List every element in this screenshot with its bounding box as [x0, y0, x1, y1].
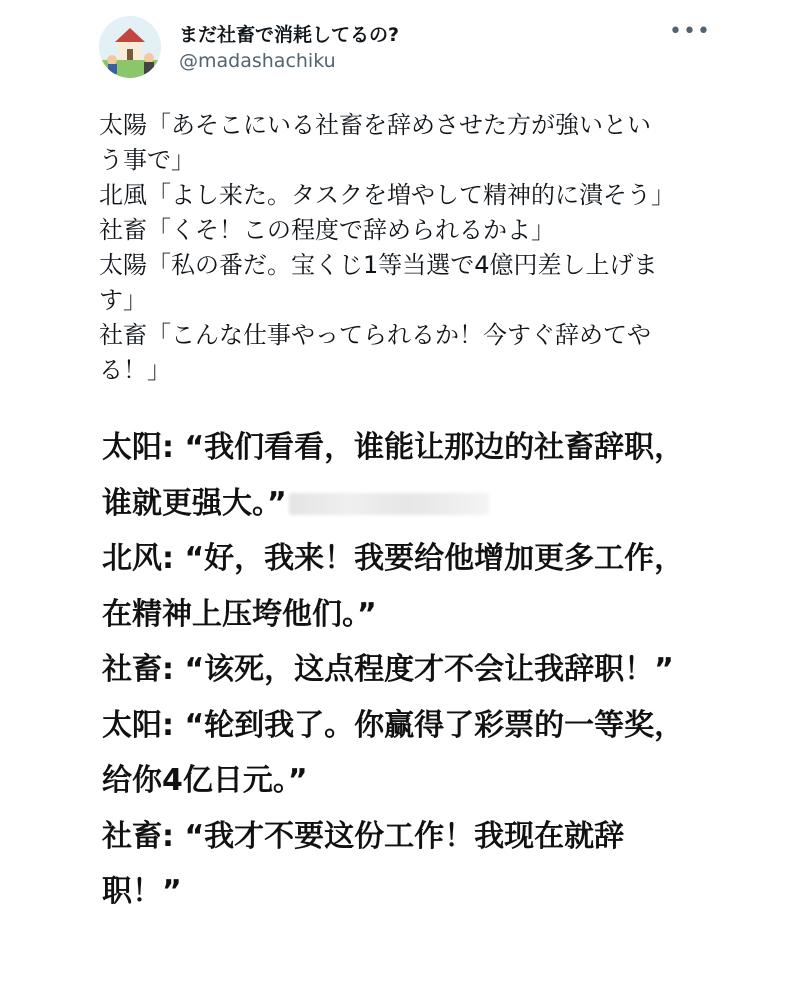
tweet-text-japanese [99, 108, 729, 388]
jp-line: 社畜「こんな仕事やってられるか！今すぐ辞めてや [99, 321, 651, 349]
avatar-illustration [99, 16, 161, 78]
cn-line: 社畜: “该死，这点程度才不会让我辞职！” [102, 652, 674, 687]
avatar[interactable] [99, 16, 161, 78]
cn-line: 给你4亿日元。” [102, 763, 308, 798]
cn-line: 太阳: “我们看看，谁能让那边的社畜辞职， [102, 430, 685, 465]
jp-line: 社畜「くそ！この程度で辞められるかよ」 [99, 216, 555, 244]
jp-line: 太陽「あそこにいる社畜を辞めさせた方が強いとい [99, 111, 651, 139]
more-icon[interactable]: ••• [669, 19, 711, 44]
cn-line: 职！” [102, 874, 182, 909]
cn-line-with-watermark [102, 476, 742, 532]
jp-line: う事で」 [99, 146, 195, 174]
display-name[interactable]: まだ社畜で消耗してるの? [179, 24, 400, 46]
jp-line: る！」 [99, 356, 171, 384]
jp-line: 北風「よし来た。タスクを増やして精神的に潰そう」 [99, 181, 675, 209]
translation-text-chinese [102, 420, 742, 920]
blurred-watermark [289, 493, 489, 515]
user-handle[interactable]: @madashachiku [179, 50, 336, 72]
cn-line-text: 谁就更强大。” [102, 485, 287, 521]
cn-line: 在精神上压垮他们。” [102, 596, 377, 632]
jp-line: 太陽「私の番だ。宝くじ1等当選で4億円差し上げま [99, 251, 658, 279]
tweet-header [99, 16, 779, 80]
cn-line: 社畜: “我才不要这份工作！我现在就辞 [102, 818, 625, 854]
cn-line: 太阳: “轮到我了。你赢得了彩票的一等奖， [102, 707, 685, 743]
cn-line: 北风: “好，我来！我要给他增加更多工作， [102, 541, 685, 576]
jp-line: す」 [99, 286, 147, 314]
